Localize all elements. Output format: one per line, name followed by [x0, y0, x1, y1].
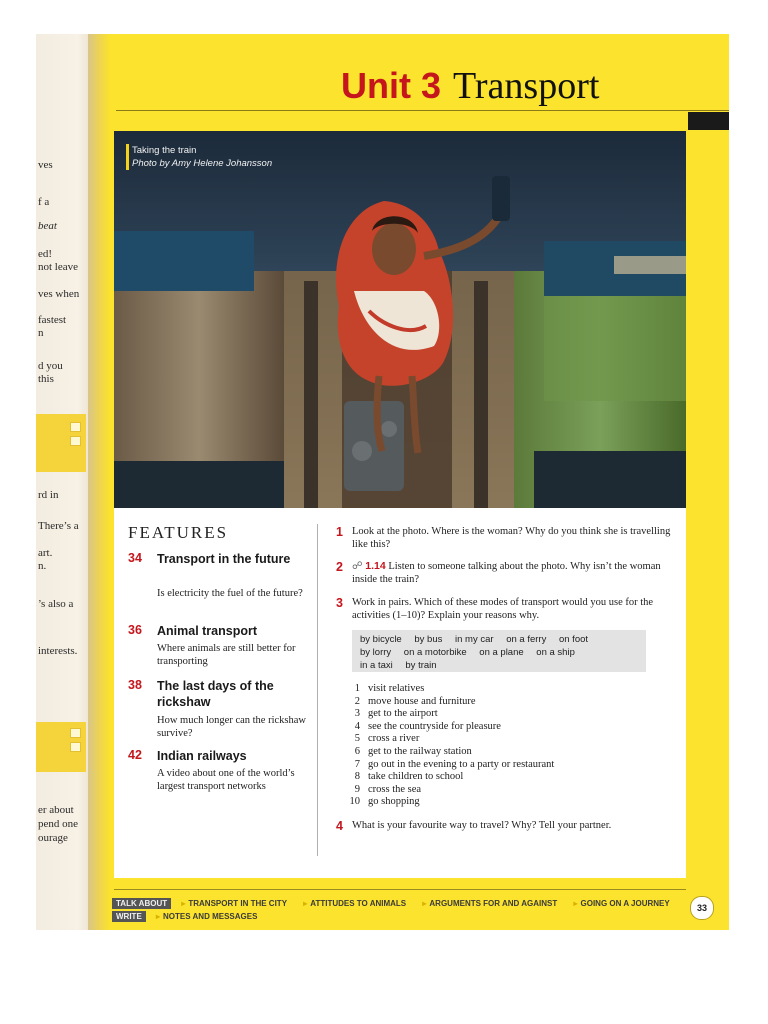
question-number: 4 [336, 819, 343, 833]
left-page-text: not leave [38, 261, 79, 273]
mode: in my car [455, 634, 494, 645]
question-number: 3 [336, 596, 343, 610]
mode: on a motorbike [403, 647, 467, 658]
activity-number: 3 [354, 708, 360, 720]
activity-text: cross the sea [368, 783, 422, 795]
feature-desc: Is electricity the fuel of the future? [157, 588, 303, 599]
activity-text: move house and furniture [368, 695, 476, 707]
left-page-text: d you [38, 360, 63, 372]
feature-title: The last days of the rickshaw [157, 679, 274, 709]
transport-modes-box [352, 630, 646, 672]
left-page-text: n. [38, 560, 47, 572]
footer-write [112, 911, 271, 922]
feature-desc: A video about one of the world’s largest transport networks [157, 768, 295, 792]
left-page-text: rd in [38, 489, 59, 501]
feature-title: Transport in the future [157, 552, 291, 566]
activity-text: visit relatives [368, 683, 425, 694]
activity-text: go shopping [368, 796, 420, 808]
activity-item [344, 771, 554, 784]
feature-title: Animal transport [157, 624, 258, 638]
question-text: What is your favourite way to travel? Why? Tell your partner. [352, 820, 612, 831]
modes-row-2 [360, 647, 585, 658]
unit-title: Transport [453, 65, 600, 107]
audio-track[interactable]: 1.14 [365, 560, 386, 572]
left-page-text: pend one [38, 818, 79, 830]
question-text: Listen to someone talking about the photo. Why isn’t the woman inside the train? [352, 561, 661, 585]
photo-caption [132, 144, 272, 170]
activity-number: 6 [354, 745, 360, 757]
arrow-icon: ▸ [156, 912, 161, 921]
feature-desc: Where animals are still better for transporting [157, 643, 296, 667]
title-bar [688, 112, 729, 130]
activity-text: cross a river [368, 733, 420, 745]
mode: by bus [414, 634, 443, 645]
feature-desc: How much longer can the rickshaw survive? [157, 715, 306, 739]
modes-row-3 [360, 660, 447, 671]
footer-link[interactable]: ▸ ATTITUDES TO ANIMALS [303, 899, 407, 908]
hero-photo [114, 131, 686, 508]
left-page-text: er about [38, 804, 74, 816]
activity-item [344, 721, 554, 734]
activity-item [344, 708, 554, 721]
features-heading: FEATURES [128, 523, 229, 542]
left-page-box [70, 742, 81, 752]
mode: on a ferry [506, 634, 547, 645]
left-page-text: fastest [38, 314, 67, 326]
unit-number: Unit 3 [341, 65, 442, 106]
write-tag: WRITE [112, 911, 146, 922]
train-photo-illustration [114, 131, 686, 508]
activity-text: see the countryside for pleasure [368, 720, 501, 732]
footer-talk-about [112, 898, 684, 909]
mode: by train [405, 660, 437, 671]
left-page-text: this [38, 373, 54, 385]
talk-about-tag: TALK ABOUT [112, 898, 171, 909]
footer-link[interactable]: ▸ GOING ON A JOURNEY [573, 899, 670, 908]
feature-page: 42 [128, 748, 142, 762]
column-divider [317, 524, 318, 856]
activity-item [344, 683, 554, 696]
caption-credit: Photo by Amy Helene Johansson [132, 158, 273, 169]
activity-item [344, 746, 554, 759]
caption-title: Taking the train [132, 145, 197, 156]
left-page-text: ourage [38, 832, 68, 844]
activity-number: 4 [354, 720, 360, 732]
left-page-text: ’s also a [38, 598, 74, 610]
left-page-text: art. [38, 547, 53, 559]
footer-rule [114, 889, 686, 890]
feature-page: 36 [128, 623, 142, 637]
modes-row-1 [360, 634, 598, 645]
left-page-text: ed! [38, 248, 53, 260]
activity-text: take children to school [368, 771, 464, 783]
book-spread [36, 34, 729, 930]
activity-number: 5 [354, 733, 360, 745]
mode: in a taxi [360, 660, 393, 671]
left-page-text: f a [38, 196, 50, 208]
mode: on a ship [536, 647, 575, 658]
left-page-text: There’s a [38, 520, 79, 532]
left-page-text: n [38, 327, 44, 339]
question-number: 2 [336, 560, 343, 574]
activity-number: 8 [354, 771, 360, 783]
footer-link[interactable]: ▸ TRANSPORT IN THE CITY [181, 899, 288, 908]
activity-item [344, 784, 554, 797]
left-page-text: beat [38, 220, 57, 232]
mode: on foot [558, 634, 589, 645]
activity-item [344, 796, 554, 809]
question-text: Look at the photo. Where is the woman? Why do you think she is travelling like this? [352, 526, 671, 550]
footer-link[interactable]: ▸ ARGUMENTS FOR AND AGAINST [422, 899, 558, 908]
activity-item [344, 759, 554, 772]
arrow-icon: ▸ [303, 899, 308, 908]
left-page-text: ves [38, 159, 53, 171]
left-page-box [70, 436, 81, 446]
activity-number: 2 [354, 695, 360, 707]
left-page-box [70, 422, 81, 432]
mode: by bicycle [360, 634, 402, 645]
feature-title: Indian railways [157, 749, 247, 763]
mode: on a plane [479, 647, 524, 658]
activity-number: 7 [354, 758, 360, 770]
page-number: 33 [690, 896, 714, 920]
feature-page: 34 [128, 551, 142, 565]
footer-link[interactable]: ▸ NOTES AND MESSAGES [156, 912, 258, 921]
left-page-box [70, 728, 81, 738]
feature-page: 38 [128, 678, 142, 692]
left-page-text: ves when [38, 288, 80, 300]
arrow-icon: ▸ [573, 899, 578, 908]
audio-icon[interactable]: ☍ [352, 561, 363, 572]
activity-number: 1 [354, 683, 360, 694]
question-text: Work in pairs. Which of these modes of transport would you use for the activities (1–10)? Explain your reasons why. [352, 597, 654, 621]
left-page [36, 34, 96, 930]
activity-text: go out in the evening to a party or restaurant [368, 758, 555, 770]
title-rule [116, 110, 729, 111]
question-text-wrap [352, 560, 672, 586]
activity-text: get to the railway station [368, 745, 472, 757]
page-title [341, 64, 599, 108]
activity-number: 9 [354, 783, 360, 795]
question-number: 1 [336, 525, 343, 539]
activity-item [344, 696, 554, 709]
mode: by lorry [360, 647, 392, 658]
left-page-text: interests. [38, 645, 78, 657]
arrow-icon: ▸ [181, 899, 186, 908]
activity-text: get to the airport [368, 708, 438, 720]
book-gutter [88, 34, 110, 930]
activity-item [344, 733, 554, 746]
caption-marker [126, 144, 129, 170]
arrow-icon: ▸ [422, 899, 427, 908]
activity-number: 10 [349, 796, 360, 808]
activities-list [344, 683, 554, 809]
